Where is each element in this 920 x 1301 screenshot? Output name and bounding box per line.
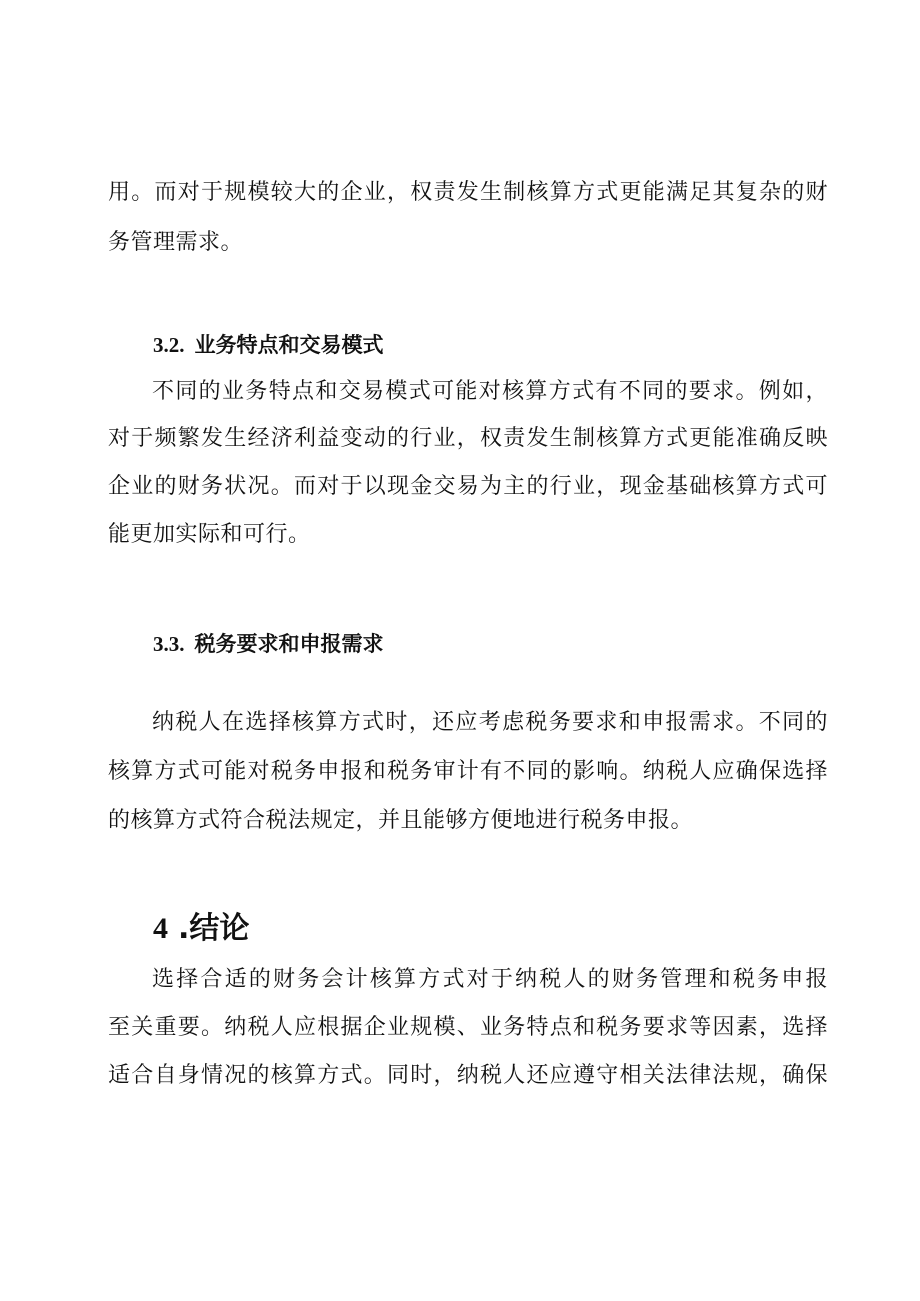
paragraph-line: 选择合适的财务会计核算方式对于纳税人的财务管理和税务申报: [152, 967, 828, 992]
paragraph-line: 纳税人在选择核算方式时，还应考虑税务要求和申报需求。不同的: [152, 710, 828, 735]
paragraph-line: 适合自身情况的核算方式。同时，纳税人还应遵守相关法律法规，确保: [108, 1063, 828, 1088]
section-heading-4: [153, 909, 249, 949]
paragraph-line: 核算方式可能对税务申报和税务审计有不同的影响。纳税人应确保选择: [108, 759, 828, 784]
paragraph-line: 能更加实际和可行。: [108, 522, 311, 547]
paragraph-line: 对于频繁发生经济利益变动的行业，权责发生制核算方式更能准确反映: [108, 426, 828, 451]
section-title: .结论: [178, 911, 250, 946]
paragraph-line: 务管理需求。: [108, 230, 244, 255]
paragraph-line: 企业的财务状况。而对于以现金交易为主的行业，现金基础核算方式可: [108, 474, 828, 499]
paragraph-line: 的核算方式符合税法规定，并且能够方便地进行税务申报。: [108, 808, 694, 833]
section-heading-3-3: [153, 629, 384, 659]
section-number: 3.3.: [153, 632, 185, 656]
section-title: 业务特点和交易模式: [194, 333, 384, 357]
section-number: 3.2.: [153, 333, 185, 357]
paragraph-line: 用。而对于规模较大的企业，权责发生制核算方式更能满足其复杂的财: [108, 180, 828, 205]
section-title: 税务要求和申报需求: [194, 632, 384, 656]
section-heading-3-2: [153, 330, 384, 360]
paragraph-line: 不同的业务特点和交易模式可能对核算方式有不同的要求。例如，: [152, 379, 828, 404]
paragraph-line: 至关重要。纳税人应根据企业规模、业务特点和税务要求等因素，选择: [108, 1015, 828, 1040]
section-number: 4: [153, 912, 168, 945]
